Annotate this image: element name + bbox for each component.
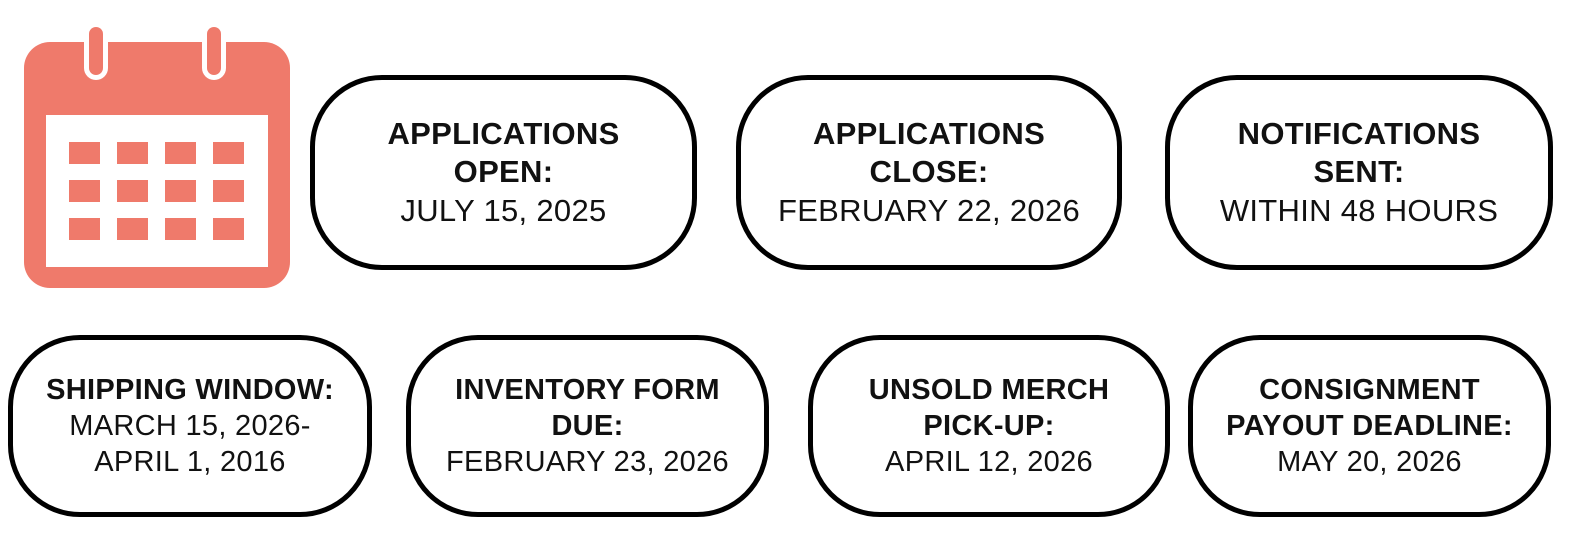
unsold-merch-pickup-title: UNSOLD MERCH PICK-UP: <box>868 374 1110 442</box>
notifications-sent-card <box>1165 75 1553 270</box>
calendar-icon <box>24 22 292 290</box>
shipping-window-dates: MARCH 15, 2026- APRIL 1, 2016 <box>69 410 311 478</box>
applications-open-date: JULY 15, 2025 <box>400 193 607 228</box>
inventory-form-due-date: FEBRUARY 23, 2026 <box>446 446 729 478</box>
notifications-sent-value: WITHIN 48 HOURS <box>1219 193 1499 228</box>
applications-open-card <box>310 75 697 270</box>
applications-close-card <box>736 75 1122 270</box>
shipping-window-card <box>8 335 372 517</box>
consignment-payout-deadline-title: CONSIGNMENT PAYOUT DEADLINE: <box>1226 374 1513 442</box>
applications-close-title: APPLICATIONS CLOSE: <box>812 116 1046 189</box>
consignment-payout-deadline-date: MAY 20, 2026 <box>1277 446 1462 478</box>
inventory-form-due-card <box>406 335 769 517</box>
unsold-merch-pickup-card <box>808 335 1170 517</box>
applications-open-title: APPLICATIONS OPEN: <box>387 116 620 189</box>
unsold-merch-pickup-date: APRIL 12, 2026 <box>885 446 1093 478</box>
inventory-form-due-title: INVENTORY FORM DUE: <box>455 374 720 442</box>
notifications-sent-title: NOTIFICATIONS SENT: <box>1237 116 1481 189</box>
consignment-payout-deadline-card <box>1188 335 1551 517</box>
applications-close-date: FEBRUARY 22, 2026 <box>777 193 1081 228</box>
shipping-window-title: SHIPPING WINDOW: <box>46 374 334 406</box>
